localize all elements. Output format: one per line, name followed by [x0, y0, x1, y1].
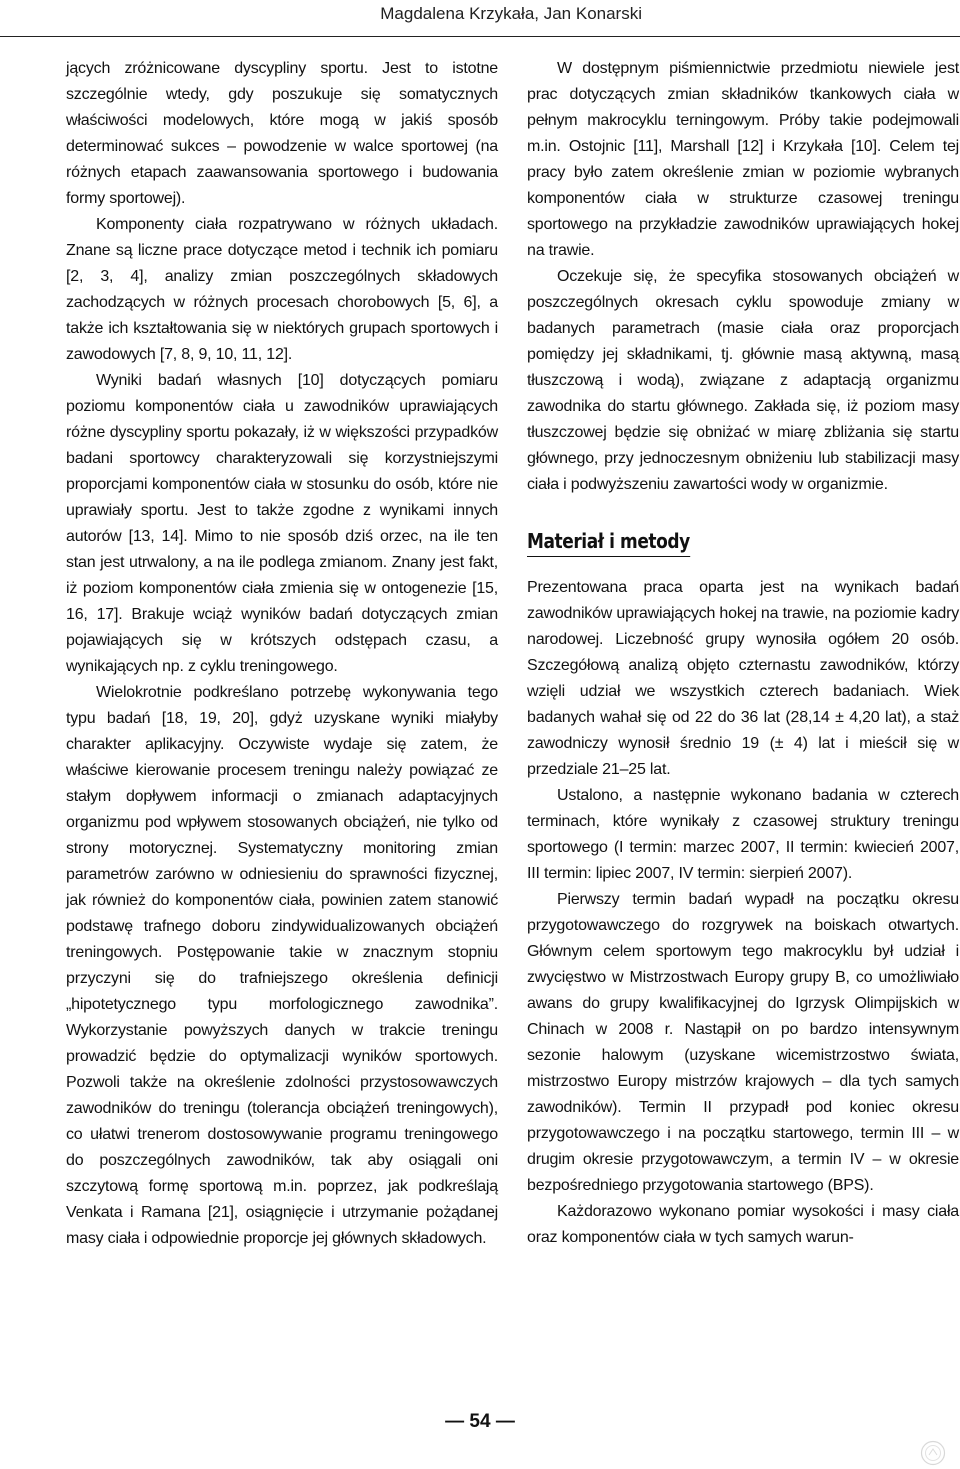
header-authors: Magdalena Krzykała, Jan Konarski [380, 4, 642, 23]
paragraph: W dostępnym piśmiennictwie przedmiotu niewiele jest prac dotyczących zmian składników tkankowych ciała w pełnym makrocyklu terningowym. Próby takie podejmowali m.in. Ostojnic [11], Marshall [12] i Krzykała [10]. Celem tej pracy było zatem określenie zmian w poziomie wybranych komponentów ciała w strukturze czasowej treningu sportowego na przykładzie zawodników uprawiających hokej na trawie. [527, 60, 959, 259]
left-column [66, 56, 498, 1252]
paragraph: Wielokrotnie podkreślano potrzebę wykonywania tego typu badań [18, 19, 20], gdyż uzyskane wyniki miałyby charakter aplikacyjny. Oczywiste wydaje się zatem, że właściwe kierowanie procesem treningu należy powiązać ze stałym dopływem informacji o zmianach adaptacyjnych organizmu pod wpływem stosowanych obciążeń, nie tylko od strony motorycznej. Systematyczny monitoring zmian parametrów zarówno w odniesieniu do sprawności fizycznej, jak również do komponentów ciała, powinien zatem stanowić podstawę trafnego doboru zindywidualizowanych obciążeń treningowych. Postępowanie takie w znacznym stopniu przyczyni się do trafniejszego określenia definicji „hipotetycznego typu morfologicznego zawodnika”. Wykorzystanie powyższych danych w trakcie treningu prowadzić będzie do optymalizacji wyników sportowych. Pozwoli także na określenie zdolności przystosowawczych zawodników do treningu (tolerancja obciążeń treningowych), co ułatwi trenerom dostosowywanie programu treningowego do poszczególnych zawodników, tak aby osiągali oni szczytową formę sportową m.in. poprzez, jak podkreślają Venkata i Ramana [21], osiągnięcie i utrzymanie pożądanej masy ciała i odpowiednie proporcje jej głównych składowych. [66, 684, 498, 1247]
paragraph: Prezentowana praca oparta jest na wynikach badań zawodników uprawiających hokej na trawie, na poziomie kadry narodowej. Liczebność grupy wynosiła ogółem 20 osób. Szczegółową analizą objęto czternastu zawodników, którzy wzięli udział we wszystkich czterech badaniach. Wiek badanych wahał się od 22 do 36 lat (28,14 ± 4,20 lat), a staż zawodniczy wynosił średnio 19 (± 4) lat i mieścił się w przedziale 21–25 lat. [527, 579, 959, 778]
publisher-seal-icon [920, 1440, 946, 1466]
paragraph: Oczekuje się, że specyfika stosowanych obciążeń w poszczególnych okresach cyklu spowoduje zmiany w badanych parametrach (masie ciała oraz proporcjach pomiędzy jej składnikami, tj. głównie masą aktywną, masą tłuszczową i wodą), związane z adaptacją organizmu zawodnika do startu głównego. Zakłada się, iż poziom masy tłuszczowej będzie się obniżać w miarę zbliżania się startu głównego, przy jednoczesnym obniżeniu lub stabilizacji masy ciała i podwyższeniu zawartości wody w organizmie. [527, 268, 959, 493]
paragraph: Komponenty ciała rozpatrywano w różnych układach. Znane są liczne prace dotyczące metod i technik ich pomiaru [2, 3, 4], analizy zmian poszczególnych składowych zachodzących w różnych procesach chorobowych [5, 6], a także ich kształtowania się w niektórych grupach sportowych i zawodowych [7, 8, 9, 10, 11, 12]. [66, 216, 498, 363]
paragraph: jących zróżnicowane dyscypliny sportu. Jest to istotne szczególnie wtedy, gdy poszukuje się somatycznych właściwości modelowych, które mogą w jakiś sposób determinować sukces – powodzenie w walce sportowej (na różnych etapach zaawansowania sportowego i budowania formy sportowej). [66, 60, 498, 207]
paragraph: Wyniki badań własnych [10] dotyczących pomiaru poziomu komponentów ciała u zawodników uprawiających różne dyscypliny sportu pokazały, iż w większości przypadków badani sportowcy charakteryzowali się korzystniejszymi proporcjami komponentów ciała w stosunku do osób, które nie uprawiały sportu. Jest to także zgodne z wynikami innych autorów [13, 14]. Mimo to nie sposób dziś orzec, na ile ten stan jest utrwalony, a na ile podlega zmianom. Znany jest fakt, iż poziom komponentów ciała zmienia się w ontogenezie [15, 16, 17]. Brakuje wciąż wyników badań dotyczących zmian pojawiających się w krótszych odstępach czasu, a wynikających np. z cyklu treningowego. [66, 372, 498, 675]
paragraph: Każdorazowo wykonano pomiar wysokości i masy ciała oraz komponentów ciała w tych samych warun- [527, 1203, 959, 1246]
paragraph: Pierwszy termin badań wypadł na początku okresu przygotowawczego do rozgrywek na boiskach otwartych. Głównym celem sportowym tego makrocyklu był udział i zwycięstwo w Mistrzostwach Europy grupy B, co umożliwiało awans do grupy kwalifikacyjnej do Igrzysk Olimpijskich w Chinach w 2008 r. Nastąpił on po bardzo intensywnym sezonie halowym (uzyskane wicemistrzostwo świata, mistrzostwo Europy mistrzów krajowych – dla tych samych zawodników). Termin II przypadł pod koniec okresu przygotowawczego i na początku startowego, termin III – w drugim okresie przygotowawczym, a termin IV – w okresie bezpośredniego przygotowania startowego (BPS). [527, 891, 959, 1194]
running-header [0, 0, 960, 40]
page-number: — 54 — [445, 1411, 515, 1432]
header-rule [0, 36, 960, 37]
right-column [527, 56, 959, 1251]
section-heading-wrap [527, 528, 959, 557]
paragraph: Ustalono, a następnie wykonano badania w czterech terminach, które wynikały z czasowej struktury treningu sportowego (I termin: marzec 2007, II termin: kwiecień 2007, III termin: lipiec 2007, IV termin: sierpień 2007). [527, 787, 959, 882]
section-heading: Materiał i metody [527, 528, 690, 557]
